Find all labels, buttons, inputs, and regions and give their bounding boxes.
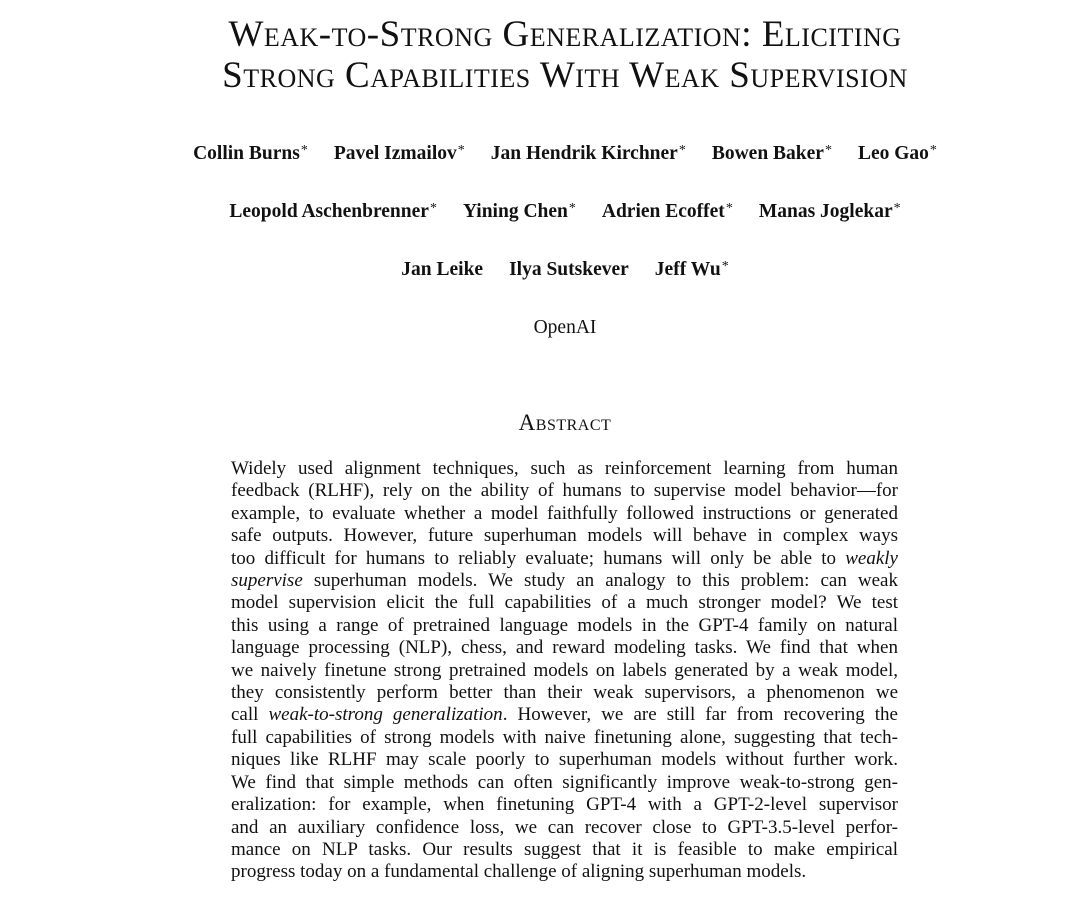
author-name	[229, 201, 437, 222]
equal-contribution-marker: *	[568, 201, 576, 216]
author-name-text: Collin Burns	[193, 143, 300, 164]
abstract-line: full capabilities of strong models with naive finetuning alone, suggesting that tech-	[231, 726, 898, 748]
abstract-line: Widely used alignment techniques, such as reinforcement learning from human	[231, 458, 898, 479]
abstract-line: this using a range of pretrained language models in the GPT-4 family on natural	[231, 614, 898, 636]
author-name	[858, 143, 937, 164]
author-name-text: Yining Chen	[462, 201, 568, 222]
abstract-line: call weak-to-strong generalization. However, we are still far from recovering the	[231, 704, 898, 726]
abstract-line: language processing (NLP), chess, and reward modeling tasks. We find that when	[231, 637, 898, 659]
author-name	[509, 259, 629, 280]
equal-contribution-marker: *	[893, 201, 901, 216]
author-name-text: Jeff Wu	[654, 259, 721, 280]
author-name-text: Leopold Aschenbrenner	[229, 201, 429, 222]
abstract-line: mance on NLP tasks. Our results suggest that it is feasible to make empirical	[231, 838, 898, 860]
equal-contribution-marker: *	[457, 143, 465, 158]
author-name-text: Jan Hendrik Kirchner	[490, 143, 678, 164]
author-name-text: Jan Leike	[401, 259, 484, 280]
equal-contribution-marker: *	[929, 143, 937, 158]
emphasized-term: supervise	[231, 570, 303, 592]
author-row-3	[0, 258, 1080, 282]
affiliation: OpenAI	[533, 317, 597, 338]
author-row-1	[0, 142, 1080, 166]
abstract-line: niques like RLHF may scale poorly to superhuman models without further work.	[231, 749, 898, 771]
author-name	[655, 259, 729, 280]
equal-contribution-marker: *	[824, 143, 832, 158]
abstract-line: example, to evaluate whether a model faithfully followed instructions or generated	[231, 502, 898, 524]
abstract-line: they consistently perform better than their weak supervisors, a phenomenon we	[231, 682, 898, 704]
equal-contribution-marker: *	[721, 259, 729, 274]
emphasized-term: weak-to-strong generalization	[268, 704, 503, 726]
author-name-text: Manas Joglekar	[758, 201, 893, 222]
abstract-line: too difficult for humans to reliably evaluate; humans will only be able to weakly	[231, 547, 898, 569]
author-name	[712, 143, 832, 164]
author-row-2	[0, 200, 1080, 224]
paper-title-line-2: Strong Capabilities With Weak Supervision	[222, 55, 908, 96]
equal-contribution-marker: *	[725, 201, 733, 216]
equal-contribution-marker: *	[429, 201, 437, 216]
author-name-text: Bowen Baker	[711, 143, 824, 164]
author-name-text: Pavel Izmailov	[333, 143, 457, 164]
author-name	[491, 143, 686, 164]
author-name	[193, 143, 308, 164]
author-name	[463, 201, 576, 222]
abstract-body	[231, 458, 898, 884]
abstract-line: safe outputs. However, future superhuman models will behave in complex ways	[231, 525, 898, 547]
abstract-line: we naively finetune strong pretrained models on labels generated by a weak model,	[231, 659, 898, 681]
abstract-line: model supervision elicit the full capabilities of a much stronger model? We test	[231, 592, 898, 614]
abstract-line: and an auxiliary confidence loss, we can recover close to GPT-3.5-level perfor-	[231, 816, 898, 838]
author-name	[334, 143, 465, 164]
paper-title-line-1: Weak-to-Strong Generalization: Eliciting	[228, 14, 902, 55]
author-name	[401, 259, 483, 280]
author-name-text: Adrien Ecoffet	[601, 201, 725, 222]
author-name-text: Ilya Sutskever	[509, 259, 629, 280]
equal-contribution-marker: *	[300, 143, 308, 158]
abstract-line: progress today on a fundamental challenge of aligning superhuman models.	[231, 861, 807, 883]
abstract-line: eralization: for example, when finetuning GPT-4 with a GPT-2-level supervisor	[231, 794, 898, 816]
abstract-line: We find that simple methods can often significantly improve weak-to-strong gen-	[231, 771, 898, 793]
author-name	[602, 201, 733, 222]
emphasized-term: weakly	[845, 547, 898, 569]
equal-contribution-marker: *	[678, 143, 686, 158]
author-name	[759, 201, 901, 222]
abstract-line: feedback (RLHF), rely on the ability of humans to supervise model behavior—for	[231, 480, 898, 502]
author-name-text: Leo Gao	[857, 143, 929, 164]
abstract-heading: Abstract	[518, 410, 612, 435]
abstract-line: supervise superhuman models. We study an analogy to this problem: can weak	[231, 570, 898, 592]
